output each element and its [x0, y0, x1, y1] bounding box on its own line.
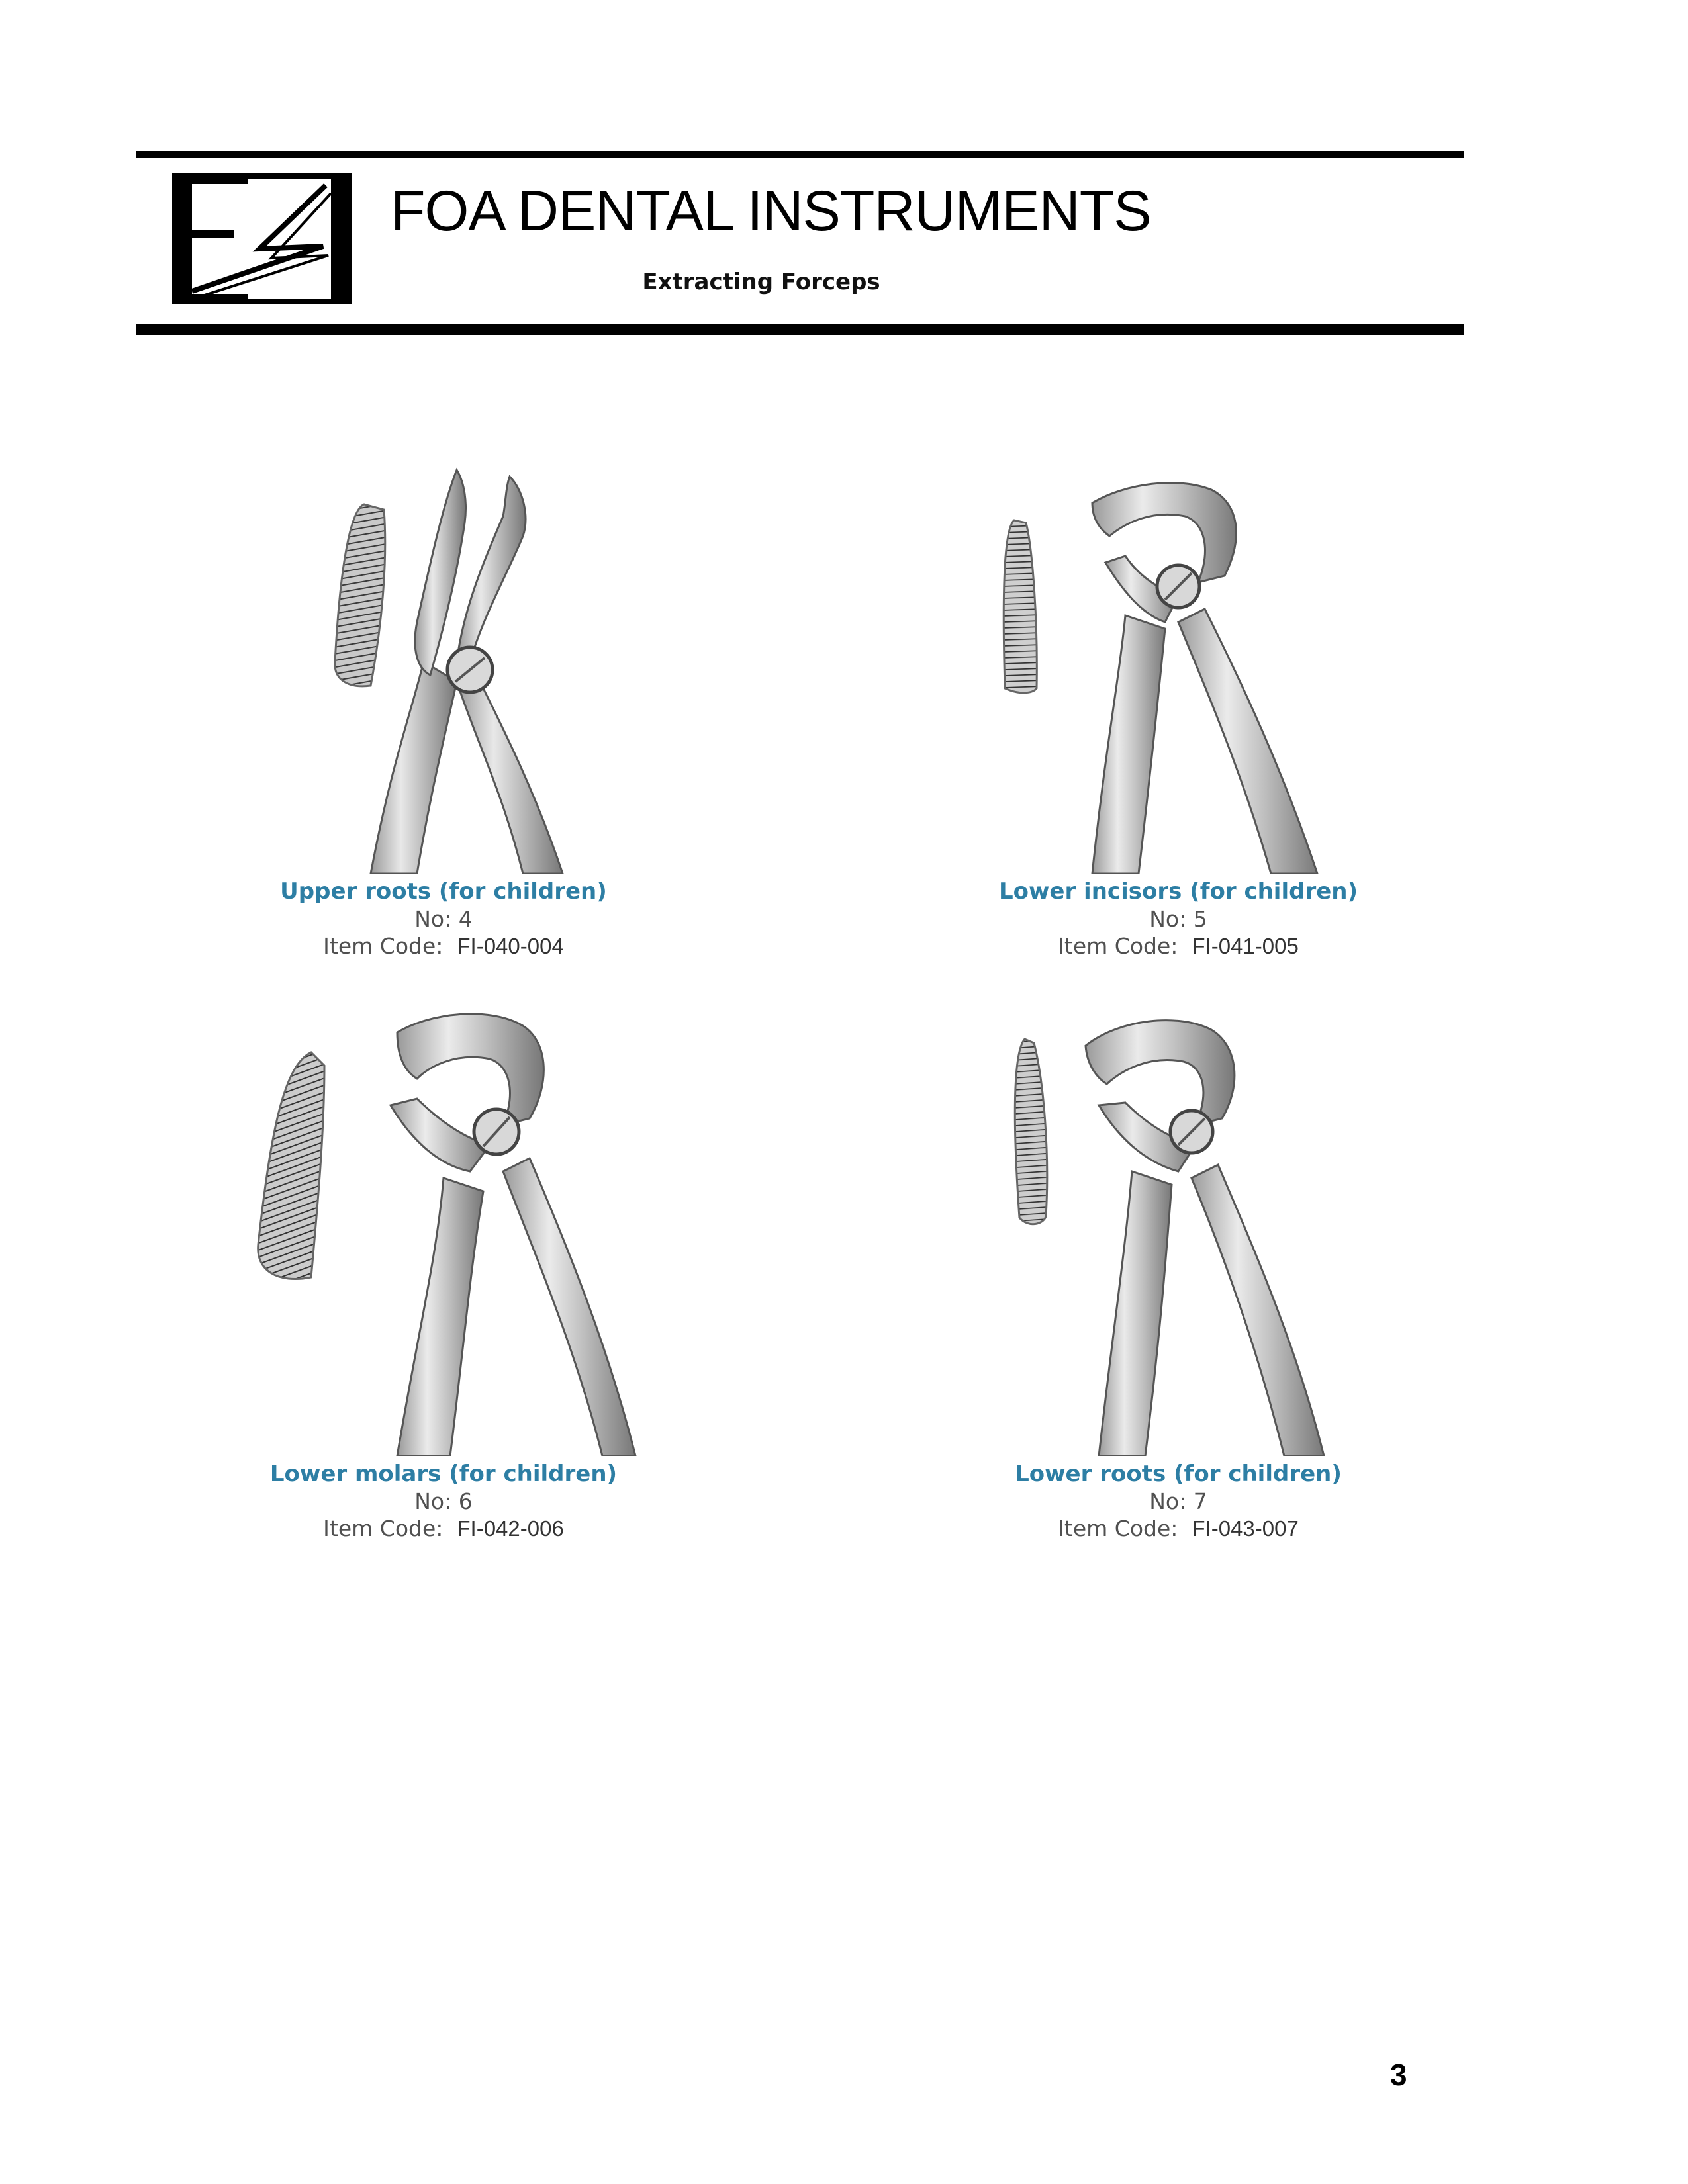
- product-number-value: 4: [458, 906, 473, 932]
- product-name: Upper roots (for children): [280, 878, 607, 905]
- product-name: Lower roots (for children): [1015, 1461, 1342, 1487]
- product-name: Lower molars (for children): [269, 1461, 618, 1487]
- product-code-value: FI-043-007: [1192, 1516, 1299, 1541]
- forceps-lower-roots-image: [927, 1006, 1430, 1456]
- header-bottom-rule: [136, 324, 1464, 335]
- product-number-label: No:: [414, 906, 452, 932]
- header-top-rule: [136, 151, 1464, 158]
- forceps-upper-roots-image: [192, 463, 695, 874]
- product-code-label: Item Code:: [1058, 1516, 1178, 1541]
- product-name: Lower incisors (for children): [998, 878, 1358, 905]
- product-number-line: [192, 905, 695, 933]
- product-card: [927, 1006, 1430, 1549]
- product-code-line: [192, 1515, 695, 1542]
- page-subtitle: Extracting Forceps: [642, 269, 880, 295]
- product-card: [927, 463, 1430, 966]
- product-number-line: [927, 1488, 1430, 1515]
- product-code-label: Item Code:: [323, 1516, 444, 1541]
- product-code-line: [927, 1515, 1430, 1542]
- product-code-value: FI-042-006: [457, 1516, 564, 1541]
- page-title: FOA DENTAL INSTRUMENTS: [391, 179, 1151, 243]
- forceps-lower-incisors-image: [927, 463, 1430, 874]
- product-code-value: FI-041-005: [1192, 934, 1299, 958]
- product-card: [192, 1006, 695, 1549]
- product-code-line: [927, 933, 1430, 960]
- product-number-label: No:: [414, 1488, 452, 1514]
- product-number-label: No:: [1149, 906, 1187, 932]
- forceps-lower-molars-image: [192, 1006, 695, 1456]
- product-number-value: 7: [1193, 1488, 1207, 1514]
- product-number-line: [192, 1488, 695, 1515]
- product-code-line: [192, 933, 695, 960]
- product-code-label: Item Code:: [323, 933, 444, 959]
- product-code-label: Item Code:: [1058, 933, 1178, 959]
- product-number-value: 6: [458, 1488, 473, 1514]
- product-number-line: [927, 905, 1430, 933]
- page-number: 3: [1390, 2058, 1407, 2092]
- product-code-value: FI-040-004: [457, 934, 564, 958]
- product-number-label: No:: [1149, 1488, 1187, 1514]
- product-number-value: 5: [1193, 906, 1207, 932]
- product-card: [192, 463, 695, 966]
